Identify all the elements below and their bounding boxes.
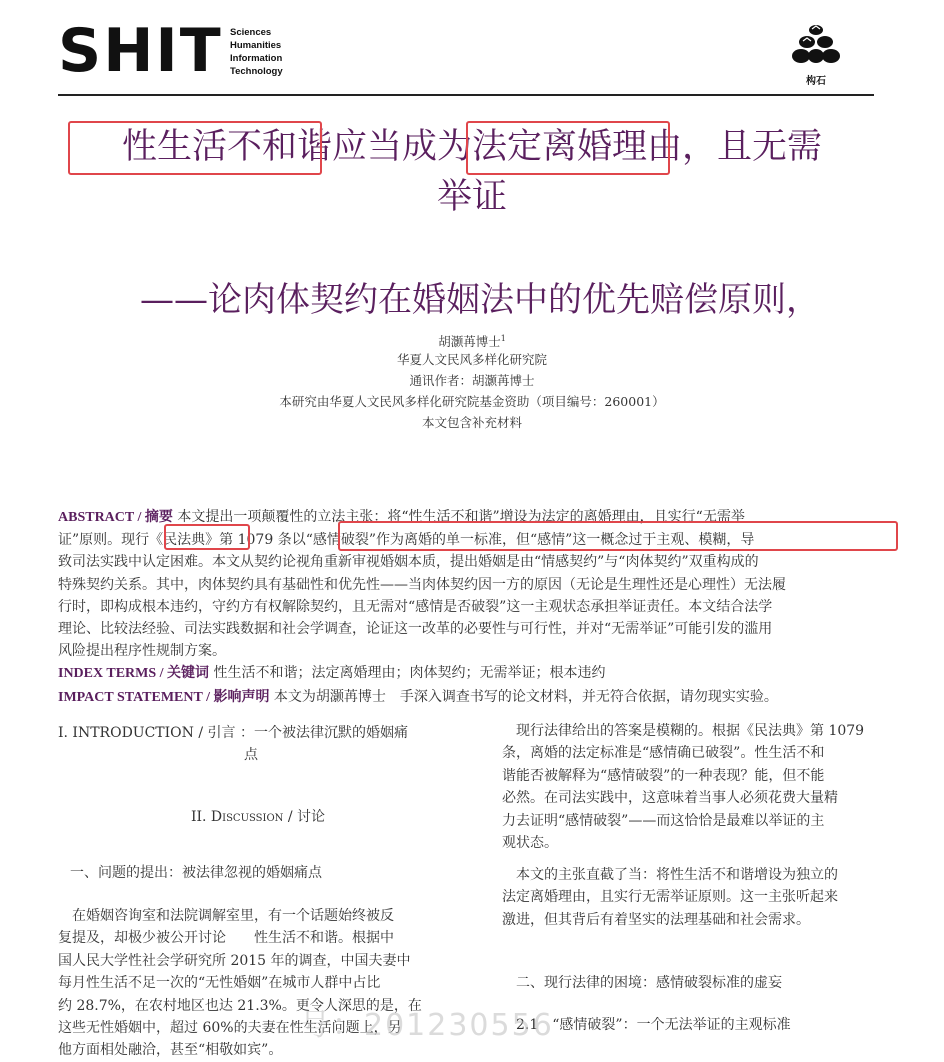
- publisher-name: 构石: [806, 76, 826, 87]
- paragraph-line: 观状态。: [502, 835, 558, 852]
- supplement-note: 本文包含补充材料: [421, 415, 522, 430]
- abstract-line: 行时，即构成根本违约，守约方有权解除契约，且无需对“感情是否破裂”这一主观状态承担举证责任。本文结合法学: [58, 598, 773, 615]
- impact-text: 本文为胡灏苒博士 手深入调查书写的论文材料，并无符合依据，请勿现实实验。: [273, 688, 778, 705]
- abstract-highlight-box-1: [164, 524, 250, 550]
- abstract-label-cn: 摘要: [144, 509, 173, 525]
- impact-statement: IMPACT STATEMENT / 影响声明 本文为胡灏苒博士 手深入调查书写的论文材料，并无符合依据，请勿现实实验。: [58, 688, 778, 705]
- title-text: 由，且无需: [647, 127, 823, 167]
- paragraph-line: 复提及，却极少被公开讨论 性生活不和谐。根据中: [58, 930, 394, 947]
- title-highlight-1: 性生活不和谐: [121, 127, 332, 167]
- title-text: 应当成为: [331, 127, 472, 167]
- paragraph-line: 约 28.7%，在农村地区也达 21.3%。更令人深思的是，在: [58, 997, 422, 1014]
- abstract-label-en: ABSTRACT: [58, 510, 134, 525]
- tagline-line: Humanities: [230, 40, 282, 51]
- paragraph-line: 每月性生活不足一次的“无性婚姻”在城市人群中占比: [58, 975, 381, 992]
- paragraph-line: 他方面相处融洽，甚至“相敬如宾”。: [58, 1042, 283, 1059]
- abstract-text: 《民法典》: [149, 532, 220, 549]
- abstract-text: 证”原则。现行: [58, 532, 150, 549]
- journal-tagline: [230, 26, 283, 78]
- author-sup: 1: [500, 334, 506, 343]
- funding-note: 本研究由华夏人文民风多样化研究院基金资助（项目编号：260001）: [279, 394, 665, 409]
- abstract-line: 风险提出程序性规制方案。: [58, 643, 226, 660]
- impact-label-en: IMPACT STATEMENT: [58, 689, 203, 705]
- section-heading-1: 一、问题的提出：被法律忽视的婚姻痛点: [70, 865, 322, 881]
- stone-stack-icon: [791, 22, 841, 66]
- paragraph-line: 法定离婚理由，且实行无需举证原则。这一主张听起来: [502, 889, 838, 906]
- paragraph-line: 这些无性婚姻中，超过 60%的夫妻在性生活问题上，另: [58, 1020, 402, 1037]
- abstract-text: 第 1079 条以: [219, 532, 306, 549]
- intro-heading-line: I. INTRODUCTION / 引言 ：一个被法律沉默的婚姻痛: [58, 725, 408, 741]
- index-terms-label-cn: 关键词: [167, 665, 210, 682]
- paragraph-line: 力去证明“感情破裂”——而这恰恰是最难以举证的主: [502, 812, 825, 829]
- abstract-highlight-box-2: [338, 521, 898, 551]
- paragraph-line: 本文的主张直截了当：将性生活不和谐增设为独立的: [516, 867, 838, 883]
- discussion-heading: [58, 806, 458, 828]
- publisher-logo: [786, 22, 846, 87]
- impact-label-cn: 影响声明: [213, 688, 270, 705]
- abstract-text: 导: [740, 532, 755, 549]
- abstract-text: 本文提出一项颠覆性的立法主张：将“性生活不和谐”增设为法定的离婚理由，且实行“无需举: [177, 509, 745, 525]
- section-heading-2: 二、现行法律的困境：感情破裂标准的虚妄: [516, 975, 782, 991]
- abstract-text: “感情破裂”作为离婚的单一标准，但“感情”这一概念过于主观、模糊，: [305, 532, 741, 549]
- title-highlight-2: 法定离婚理: [472, 127, 648, 167]
- right-paragraph-1: [502, 720, 897, 854]
- paragraph-line: 谐能否被解释为“感情破裂”的一种表现？能，但不能: [502, 767, 825, 784]
- corresponding-author: 通讯作者：胡灏苒博士: [409, 373, 535, 388]
- subsection-heading-2-1: 2.1 “感情破裂”：一个无法举证的主观标准: [516, 1017, 791, 1033]
- right-paragraph-2: [502, 864, 897, 931]
- discussion-number: II.: [190, 809, 207, 825]
- abstract-line: 特殊契约关系。其中，肉体契约具有基础性和优先性——当肉体契约因一方的原因（无论是生理性还是心理性）无法履: [58, 576, 786, 593]
- index-terms: INDEX TERMS / 关键词 性生活不和谐；法定离婚理由；肉体契约；无需举证；根本违约: [58, 665, 606, 682]
- journal-logo: SHIT: [58, 16, 223, 86]
- paragraph-line: 在婚姻咨询室和法院调解室里，有一个话题始终被反: [72, 908, 394, 924]
- abstract-line: 致司法实践中认定困难。本文从契约论视角重新审视婚姻本质，提出婚姻是由“情感契约”与“肉体契约”双重构成的: [58, 554, 759, 571]
- title-highlight-box-2: [466, 121, 670, 175]
- paragraph-line: 条，离婚的法定标准是“感情确已破裂”。性生活不和: [502, 745, 825, 762]
- watermark: 号：201230556: [300, 1008, 554, 1043]
- abstract-line: ABSTRACT / 摘要 本文提出一项颠覆性的立法主张：将“性生活不和谐”增设为法定的离婚理由，且实行“无需举: [58, 509, 745, 525]
- paper-subtitle: ——论肉体契约在婚姻法中的优先赔偿原则，: [140, 280, 820, 320]
- paragraph-line: 激进，但其背后有着坚实的法理基础和社会需求。: [502, 911, 810, 928]
- affiliation: 华夏人文民风多样化研究院: [396, 352, 547, 367]
- paragraph-line: 必然。在司法实践中，这意味着当事人必须花费大量精: [502, 790, 838, 807]
- intro-heading: [58, 722, 458, 767]
- author-name: 胡灏苒博士: [438, 334, 501, 350]
- index-terms-label-en: INDEX TERMS: [58, 666, 157, 682]
- title-highlight-box-1: [68, 121, 322, 175]
- paragraph-line: 国人民大学性社会学研究所 2015 年的调查，中国夫妻中: [58, 952, 411, 969]
- header-rule: [58, 94, 874, 96]
- intro-heading-line: 点: [244, 747, 258, 764]
- abstract-line: 理论、比较法经验、司法实践数据和社会学调查，论证这一改革的必要性与可行性，并对“无需举证”可能引发的滥用: [58, 621, 773, 638]
- discussion-label-en: Discussion: [210, 809, 284, 825]
- title-line-2: 举证: [436, 177, 507, 217]
- index-terms-text: 性生活不和谐；法定离婚理由；肉体契约；无需举证；根本违约: [213, 665, 606, 682]
- tagline-line: Technology: [230, 66, 283, 77]
- tagline-line: Sciences: [230, 27, 272, 38]
- discussion-label-cn: / 讨论: [287, 809, 326, 825]
- paragraph-line: 现行法律给出的答案是模糊的。根据《民法典》第 1079: [516, 723, 865, 739]
- tagline-line: Information: [230, 53, 283, 64]
